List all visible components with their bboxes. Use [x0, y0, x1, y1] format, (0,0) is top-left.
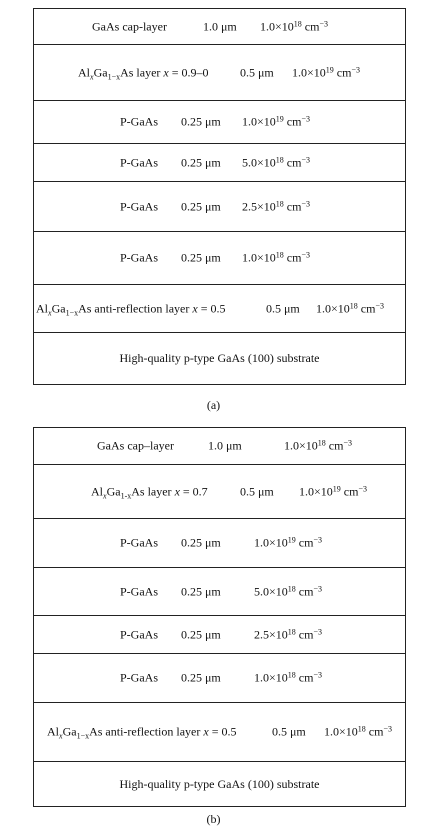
layer-pgaas [34, 654, 405, 703]
layer-doping: $1.0\times 10^{18}$ $cm^{-3}$ [316, 301, 384, 315]
layer-name: P-GaAs [120, 199, 158, 213]
layer-doping: $5.0\times 10^{18}$ $cm^{-3}$ [254, 584, 322, 598]
layer-substrate [34, 762, 405, 806]
layer-stack-a [33, 8, 406, 385]
layer-doping: $1.0\times 10^{18}$ $cm^{-3}$ [254, 670, 322, 685]
layer-name: P-GaAs [120, 250, 158, 265]
layer-thickness: 1.0 μm [208, 438, 242, 453]
layer-thickness: 0.25 μm [181, 114, 221, 129]
layer-name: $Al_xGa_{1-x}As$ layer x = 0.7 [91, 484, 208, 500]
layer-name: P-GaAs [120, 670, 158, 685]
layer-doping: $2.5\times 10^{18}$ $cm^{-3}$ [254, 627, 322, 641]
layer-antireflection [34, 285, 405, 333]
layer-doping: $5.0\times 10^{18}$ $cm^{-3}$ [242, 155, 310, 169]
layer-name: High-quality p-type GaAs (100) substrate [119, 351, 320, 365]
layer-thickness: 0.25 μm [181, 670, 221, 685]
layer-doping: $1.0\times 10^{19}$ $cm^{-3}$ [242, 114, 310, 129]
layer-thickness: 0.5 μm [240, 484, 274, 498]
layer-doping: $1.0\times 10^{18}$ $cm^{-3}$ [284, 438, 352, 453]
layer-name: GaAs cap–layer [97, 438, 174, 453]
layer-name: P-GaAs [120, 584, 158, 598]
layer-antireflection [34, 703, 405, 762]
layer-name: P-GaAs [120, 155, 158, 169]
layer-doping: $1.0\times 10^{19}$ $cm^{-3}$ [254, 535, 322, 550]
layer-thickness: 0.25 μm [181, 535, 221, 550]
layer-thickness: 0.25 μm [181, 627, 221, 641]
layer-doping: $1.0\times 10^{18}$ $cm^{-3}$ [242, 250, 310, 265]
caption-b: (b) [206, 812, 221, 826]
layer-thickness: 0.5 μm [240, 65, 274, 79]
layer-thickness: 1.0 μm [203, 19, 237, 33]
layer-pgaas [34, 568, 405, 616]
layer-algaas [34, 465, 405, 519]
layer-thickness: 0.25 μm [181, 584, 221, 598]
layer-name: $Al_xGa_{1-x}As$ layer x = 0.9–0 [78, 65, 209, 81]
layer-doping: $1.0\times 10^{19}$ $cm^{-3}$ [299, 484, 367, 498]
caption-a: (a) [206, 398, 221, 412]
layer-thickness: 0.25 μm [181, 250, 221, 265]
layer-name: GaAs cap-layer [92, 19, 167, 33]
layer-pgaas [34, 616, 405, 654]
layer-name: High-quality p-type GaAs (100) substrate [119, 776, 320, 791]
layer-stack-b [33, 427, 406, 807]
layer-thickness: 0.25 μm [181, 199, 221, 213]
layer-cap [34, 428, 405, 465]
layer-pgaas [34, 232, 405, 285]
layer-pgaas [34, 144, 405, 182]
layer-doping: $1.0\times 10^{19}$ $cm^{-3}$ [292, 65, 360, 79]
layer-cap [34, 9, 405, 45]
layer-name: $Al_xGa_{1-x}As$ anti-reflection layer x = 0.5 [47, 724, 237, 741]
layer-name: $Al_xGa_{1-x}As$ anti-reflection layer x = 0.5 [36, 301, 226, 317]
layer-doping: $2.5\times 10^{18}$ $cm^{-3}$ [242, 199, 310, 213]
layer-algaas [34, 45, 405, 101]
layer-thickness: 0.5 μm [266, 301, 300, 315]
layer-name: P-GaAs [120, 627, 158, 641]
layer-thickness: 0.5 μm [272, 724, 306, 739]
layer-pgaas [34, 182, 405, 232]
layer-doping: $1.0\times 10^{18}$ $cm^{-3}$ [260, 19, 328, 33]
layer-pgaas [34, 101, 405, 144]
layer-doping: $1.0\times 10^{18}$ $cm^{-3}$ [324, 724, 392, 739]
layer-substrate [34, 333, 405, 384]
layer-name: P-GaAs [120, 535, 158, 550]
layer-thickness: 0.25 μm [181, 155, 221, 169]
layer-pgaas [34, 519, 405, 568]
layer-name: P-GaAs [120, 114, 158, 129]
